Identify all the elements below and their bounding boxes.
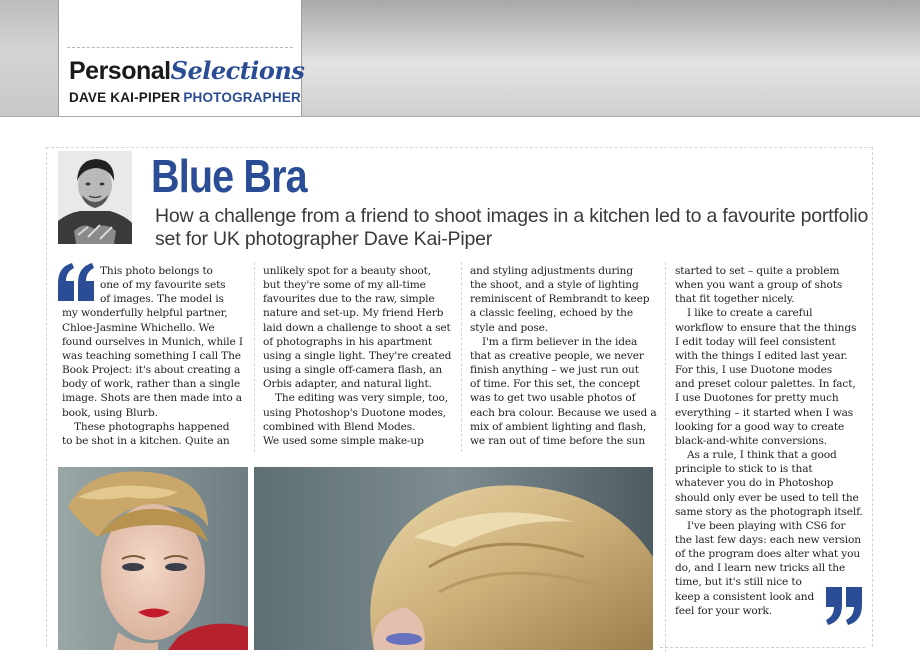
- text-line: using a single off-camera flash, an: [263, 364, 442, 377]
- series-tab: [58, 0, 305, 116]
- page-left-rule: [46, 147, 47, 647]
- byline: [69, 90, 301, 105]
- text-line: black-and-white conversions.: [675, 434, 827, 447]
- author-portrait-image: [58, 151, 132, 244]
- text-line: but they're some of my all-time: [263, 279, 426, 292]
- column-divider: [461, 262, 462, 452]
- text-line: reminiscent of Rembrandt to keep: [470, 293, 650, 306]
- text-line: As a rule, I think that a good: [687, 449, 837, 462]
- text-line: and preset colour palettes. In fact,: [675, 378, 856, 391]
- text-line: The editing was very simple, too,: [275, 392, 448, 405]
- text-line: unlikely spot for a beauty shoot,: [263, 265, 431, 277]
- headline: Blue Bra: [151, 150, 307, 202]
- text-column-1: [62, 264, 248, 448]
- text-line: body of work, rather than a single: [62, 378, 241, 391]
- tab-dashed-rule: [67, 47, 293, 48]
- text-line: that as creative people, we never: [470, 349, 644, 362]
- text-line: I'm a firm believer in the idea: [482, 335, 638, 348]
- text-line: found ourselves in Munich, while I: [62, 335, 243, 348]
- text-line: started to set – quite a problem: [675, 265, 840, 277]
- text-line: book, using Blurb.: [62, 406, 158, 419]
- text-line: We used some simple make-up: [263, 434, 424, 447]
- text-line: to be shot in a kitchen. Quite an: [62, 434, 230, 447]
- author-portrait: [58, 151, 132, 244]
- text-line: Book Project: it's about creating a: [62, 364, 241, 377]
- series-name-part2: Selections: [170, 56, 305, 85]
- byline-role: PHOTOGRAPHER: [183, 90, 301, 105]
- text-line: a classic feeling, echoed by the: [470, 307, 633, 320]
- text-column-3: [470, 264, 656, 448]
- text-line: These photographs happened: [74, 420, 230, 433]
- text-line: do, and I learn new tricks all the: [675, 562, 846, 575]
- model-photo-portrait-image: [58, 467, 248, 650]
- text-line: principle to stick to is that: [675, 463, 813, 476]
- text-line: looking for a good way to create: [675, 420, 845, 433]
- text-line: Orbis adapter, and natural light.: [263, 378, 432, 391]
- text-line: keep a consistent look and: [675, 590, 815, 603]
- text-line: using Photoshop's Duotone modes,: [263, 406, 446, 419]
- text-line: I use Duotones for pretty much: [675, 392, 839, 405]
- text-line: workflow to ensure that the things: [675, 321, 857, 334]
- text-line: same story as the photograph itself.: [675, 505, 863, 518]
- model-photo-closeup-image: [254, 467, 653, 650]
- text-line: I like to create a careful: [687, 307, 813, 320]
- text-line: everything – it started when I was: [675, 406, 854, 419]
- text-line: one of my favourite sets: [100, 279, 226, 292]
- text-column-4: [675, 264, 865, 618]
- text-line: Chloe-Jasmine Whichello. We: [62, 321, 215, 334]
- bottom-rule: [660, 647, 865, 648]
- article-page: [0, 117, 920, 650]
- text-line: of time. For this set, the concept: [470, 378, 640, 391]
- text-line: feel for your work.: [675, 604, 773, 617]
- text-line: of images. The model is: [100, 293, 224, 306]
- series-name: [69, 56, 304, 86]
- text-line: I've been playing with CS6 for: [687, 519, 846, 532]
- column-divider: [665, 262, 666, 652]
- byline-name: DAVE KAI-PIPER: [69, 90, 181, 105]
- text-line: image. Shots are then made into a: [62, 392, 242, 405]
- text-line: the last few days: each new version: [675, 533, 861, 546]
- text-line: I edit today will feel consistent: [675, 335, 836, 348]
- text-line: This photo belongs to: [100, 265, 213, 277]
- text-line: using a single light. They're created: [263, 349, 452, 362]
- text-line: laid down a challenge to shoot a set: [263, 321, 451, 334]
- text-line: of photographs in his apartment: [263, 335, 432, 348]
- text-line: and styling adjustments during: [470, 265, 633, 277]
- top-banner: [0, 0, 920, 117]
- text-line: style and pose.: [470, 321, 548, 334]
- text-line: was teaching something I call The: [62, 349, 241, 362]
- model-photo-portrait: [58, 467, 248, 650]
- text-line: mix of ambient lighting and flash,: [470, 420, 647, 433]
- banner-shine: [300, 0, 920, 116]
- text-column-2: [263, 264, 452, 448]
- text-line: nature and set-up. My friend Herb: [263, 307, 444, 320]
- series-name-part1: Personal: [69, 57, 171, 85]
- model-photo-closeup: [254, 467, 653, 650]
- text-line: whatever you do in Photoshop: [675, 477, 834, 490]
- text-line: we ran out of time before the sun: [470, 434, 645, 447]
- text-line: that fit together nicely.: [675, 293, 795, 306]
- text-line: combined with Blend Modes.: [263, 420, 416, 433]
- close-quote-icon: [822, 585, 864, 627]
- text-line: finish anything – we just run out: [470, 364, 639, 377]
- text-line: when you want a group of shots: [675, 279, 843, 292]
- column-divider: [254, 262, 255, 452]
- text-line: with the things I edited last year.: [675, 349, 848, 362]
- text-line: For this, I use Duotone modes: [675, 364, 833, 377]
- text-line: favourites due to the raw, simple: [263, 293, 435, 306]
- text-line: was to get two usable photos of: [470, 392, 636, 405]
- text-line: should only ever be used to tell the: [675, 491, 859, 504]
- text-line: time, but it's still nice to: [675, 576, 802, 589]
- text-line: each bra colour. Because we used a: [470, 406, 657, 419]
- text-line: of the program does alter what you: [675, 548, 860, 561]
- text-line: my wonderfully helpful partner,: [62, 307, 228, 320]
- text-line: the shoot, and a style of lighting: [470, 279, 639, 292]
- standfirst: How a challenge from a friend to shoot images in a kitchen led to a favourite portfolio set for UK photographer Dave Kai-Piper: [155, 205, 869, 250]
